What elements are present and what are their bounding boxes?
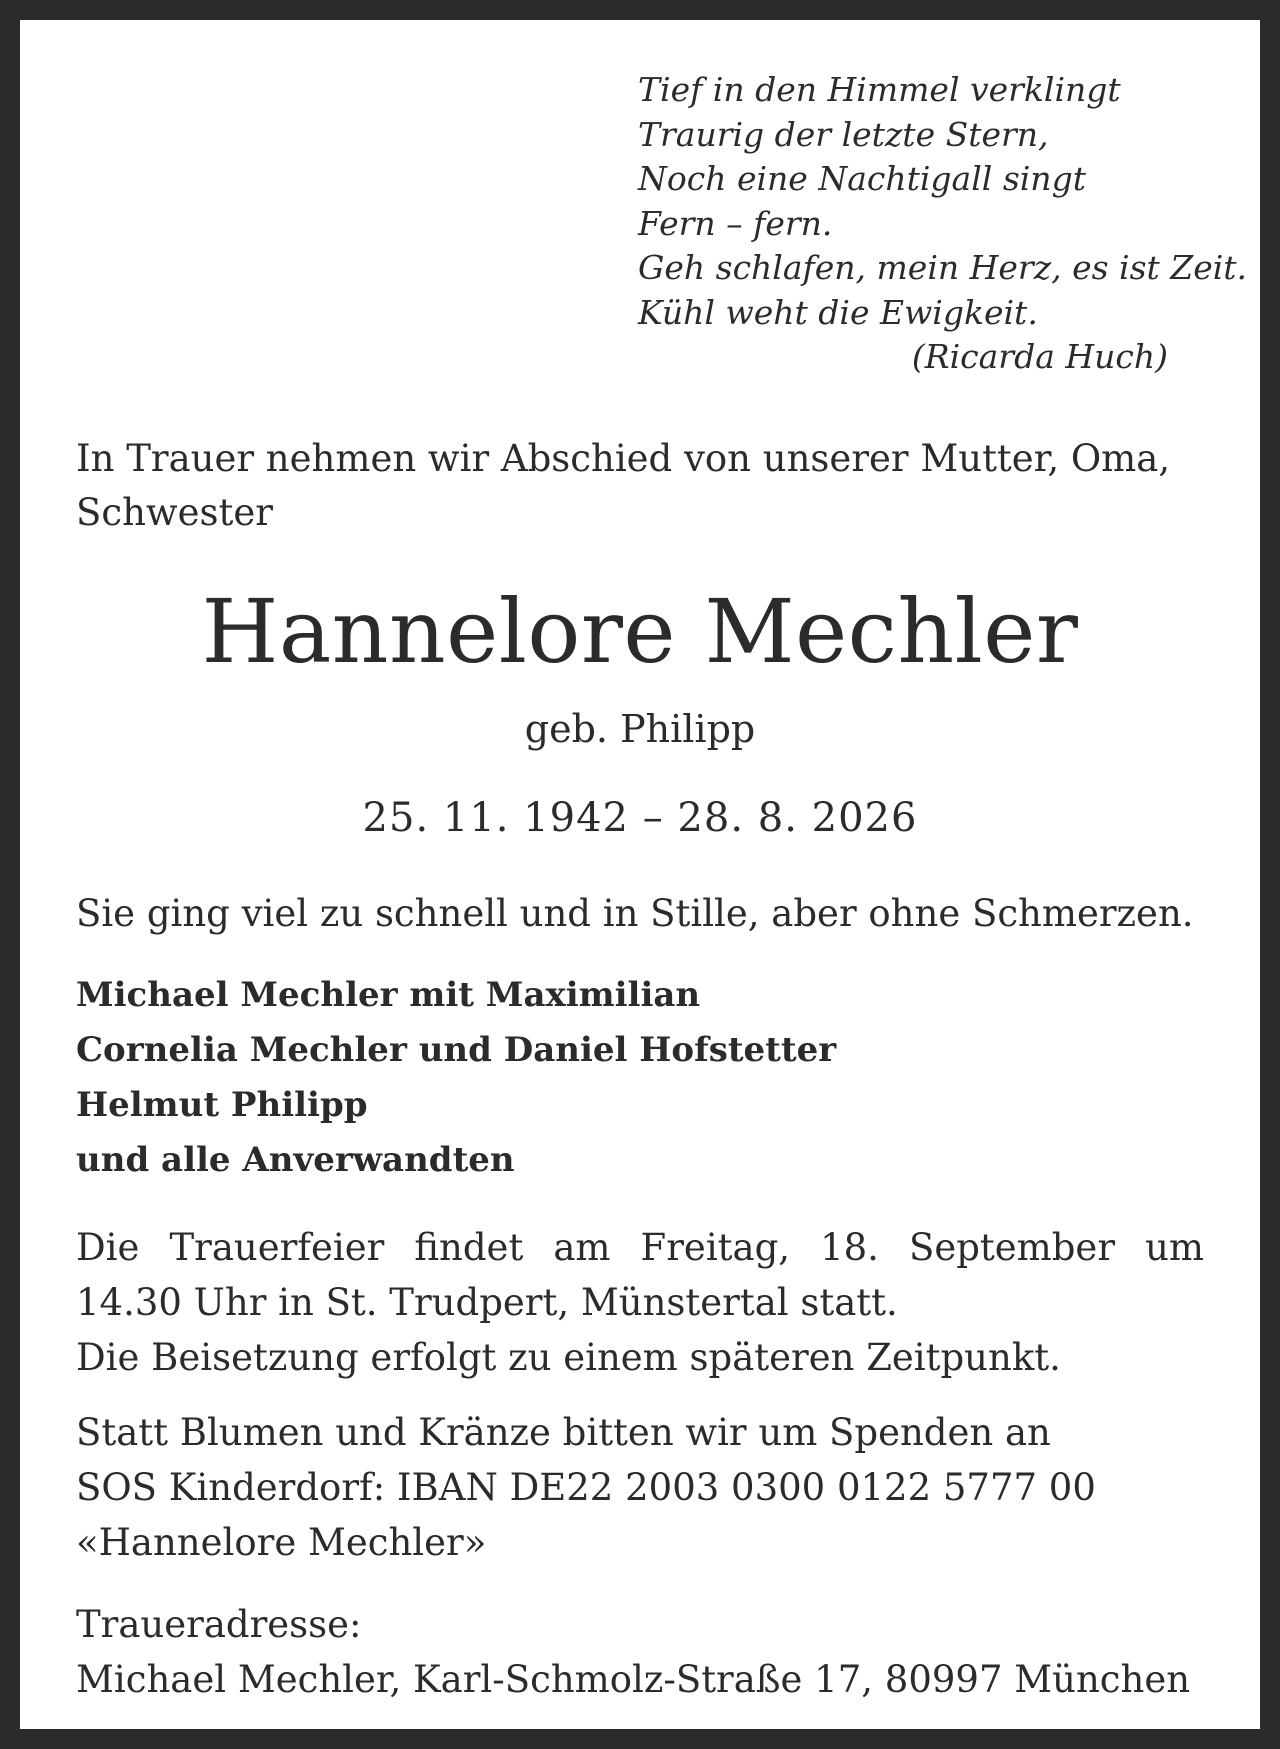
ceremony-line: Die Beisetzung erfolgt zu einem späteren Zeitpunkt. <box>76 1336 1061 1379</box>
statement: Sie ging viel zu schnell und in Stille, aber ohne Schmerzen. <box>76 892 1194 935</box>
mourner: Michael Mechler mit Maximilian <box>76 975 701 1015</box>
poem-line: Geh schlafen, mein Herz, es ist Zeit. <box>638 248 1248 287</box>
ceremony-line: 14.30 Uhr in St. Trudpert, Münstertal statt. <box>76 1281 898 1324</box>
deceased-name: Hannelore Mechler <box>201 580 1079 683</box>
mourner: Helmut Philipp <box>76 1085 368 1125</box>
intro-line: In Trauer nehmen wir Abschied von unserer Mutter, Oma, <box>76 437 1171 480</box>
address-label: Traueradresse: <box>76 1603 362 1646</box>
poem-author: (Ricarda Huch) <box>911 337 1168 376</box>
poem-line: Tief in den Himmel verklingt <box>638 70 1121 109</box>
intro-line: Schwester <box>76 491 273 534</box>
intro-text <box>76 432 1204 540</box>
poem-line: Noch eine Nachtigall singt <box>638 159 1086 198</box>
mourner: und alle Anverwandten <box>76 1140 515 1180</box>
ceremony-line: Die Trauerfeier findet am Freitag, 18. September um <box>76 1226 1204 1269</box>
notice-content <box>76 20 1248 1729</box>
born-name: geb. Philipp <box>524 707 756 751</box>
mourner: Cornelia Mechler und Daniel Hofstetter <box>76 1030 837 1070</box>
mourning-address <box>76 1597 1204 1707</box>
donation-line: Statt Blumen und Kränze bitten wir um Spenden an <box>76 1411 1051 1454</box>
donation-info <box>76 1405 1204 1570</box>
mourners-list <box>76 968 1204 1188</box>
donation-reference: «Hannelore Mechler» <box>76 1521 487 1564</box>
ceremony-info <box>76 1220 1204 1385</box>
life-dates: 25. 11. 1942 – 28. 8. 2026 <box>362 795 918 841</box>
donation-iban: SOS Kinderdorf: IBAN DE22 2003 0300 0122 5777 00 <box>76 1466 1096 1509</box>
poem-line: Fern – fern. <box>638 203 833 243</box>
poem-line: Kühl weht die Ewigkeit. <box>638 292 1038 332</box>
poem-line: Traurig der letzte Stern, <box>638 114 1049 154</box>
address-line: Michael Mechler, Karl-Schmolz-Straße 17, 80997 München <box>76 1658 1191 1701</box>
poem <box>638 68 1248 380</box>
